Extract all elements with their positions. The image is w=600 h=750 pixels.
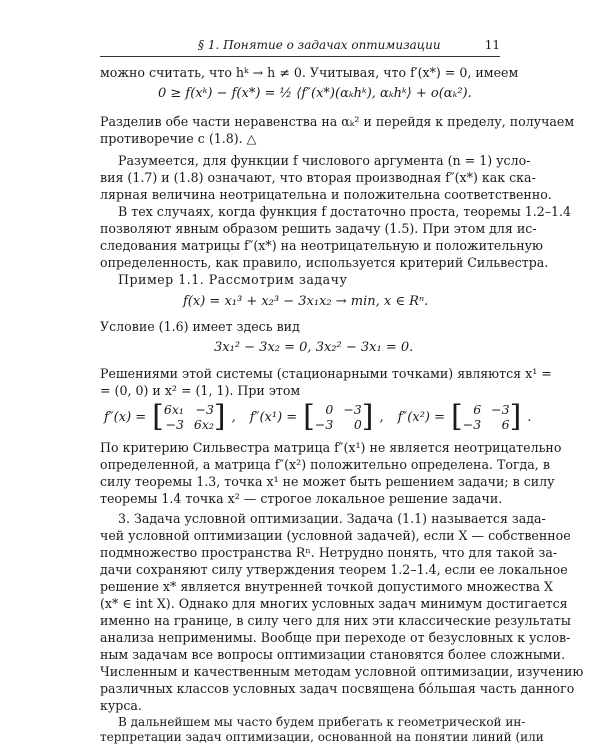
matrix-cell: −3	[462, 417, 482, 432]
text-line: силу теоремы 1.3, точка x¹ не может быть решением задачи; в силу	[100, 474, 555, 489]
matrix-cell: 0	[325, 402, 334, 417]
text-line: Решениями этой системы (стационарными точками) являются x¹ =	[100, 366, 552, 381]
matrix-cell: −3	[343, 402, 362, 417]
text-line: следования матрицы f″(x*) на неотрицательную и положительную	[100, 238, 544, 253]
matrix-cell: −3	[314, 417, 334, 432]
matrix-label: f″(x) =	[104, 409, 147, 425]
matrix: [ 6x₁ −3 −3 6x₂ ]	[152, 399, 226, 434]
text-line: позволяют явным образом решить задачу (1.5). При этом для ис-	[100, 221, 537, 236]
equation: f(x) = x₁³ + x₂³ − 3x₁x₂ → min, x ∈ Rⁿ.	[183, 294, 429, 309]
text-line: именно на границе, в силу чего для них эти классические результаты	[100, 613, 571, 628]
text-line: теоремы 1.4 точка x² — строгое локальное решение задачи.	[100, 491, 503, 506]
text-line: Разделив обе части неравенства на αₖ² и перейдя к пределу, получаем	[100, 114, 575, 129]
hessian-matrices: f″(x) = [ 6x₁ −3 −3 6x₂ ] , f″(x¹) = [ 0 −3 −3 0 ] , f″(x²) = [ 6 −3 −3 6 ] .	[104, 399, 532, 434]
text-line: (x* ∈ int X). Однако для многих условных задач минимум достигается	[100, 596, 568, 611]
header-rule	[100, 56, 500, 57]
text-line: подмножество пространства Rⁿ. Нетрудно понять, что для такой за-	[100, 545, 558, 560]
equation: 3x₁² − 3x₂ = 0, 3x₂² − 3x₁ = 0.	[214, 340, 414, 355]
matrix-label: f″(x¹) =	[249, 409, 298, 425]
text-line: ным задачам все вопросы оптимизации становятся более сложными.	[100, 647, 566, 662]
section-heading: 3. Задача условной оптимизации. Задача (1.1) называется зада-	[118, 511, 546, 526]
text-line: противоречие с (1.8). △	[100, 131, 257, 146]
text-line: лярная величина неотрицательна и положительна соответственно.	[100, 187, 552, 202]
matrix-cell: −3	[491, 402, 510, 417]
text-line: терпретации задач оптимизации, основанной на понятии линий (или	[100, 730, 544, 744]
text-line: анализа неприменимы. Вообще при переходе от безусловных к услов-	[100, 630, 571, 645]
matrix-cell: 6	[473, 402, 482, 417]
text-line: определенность, как правило, используется критерий Сильвестра.	[100, 255, 549, 270]
text-line: По критерию Сильвестра матрица f″(x¹) не является неотрицательно	[100, 440, 562, 455]
text-line: Условие (1.6) имеет здесь вид	[100, 319, 300, 334]
matrix-cell: 6x₁	[163, 402, 184, 417]
page-number: 11	[484, 38, 500, 52]
header-title: § 1. Понятие о задачах оптимизации	[198, 38, 441, 52]
text-line: решение x* является внутренней точкой допустимого множества X	[100, 579, 553, 594]
text-line: дачи сохраняют силу утверждения теорем 1.2–1.4, если ее локальное	[100, 562, 568, 577]
text-line: В тех случаях, когда функция f достаточно проста, теоремы 1.2–1.4	[118, 204, 572, 219]
text-line: В дальнейшем мы часто будем прибегать к геометрической ин-	[118, 715, 526, 729]
matrix: [ 6 −3 −3 6 ]	[451, 399, 522, 434]
text-line: вия (1.7) и (1.8) означают, что вторая производная f″(x*) как ска-	[100, 170, 536, 185]
matrix: [ 0 −3 −3 0 ]	[303, 399, 374, 434]
text-line: = (0, 0) и x² = (1, 1). При этом	[100, 383, 301, 398]
text-line: Разумеется, для функции f числового аргумента (n = 1) усло-	[118, 153, 531, 168]
matrix-cell: 6x₂	[193, 417, 214, 432]
text-line: курса.	[100, 698, 142, 713]
text-line: Численным и качественным методам условной оптимизации, изучению	[100, 664, 584, 679]
matrix-cell: −3	[165, 417, 184, 432]
equation: 0 ≥ f(xᵏ) − f(x*) = ½ ⟨f″(x*)(αₖhᵏ), αₖhᵏ⟩ + o(αₖ²).	[158, 86, 472, 101]
text-line: чей условной оптимизации (условной задачей), если X — собственное	[100, 528, 571, 543]
text-line: можно считать, что hᵏ → h ≠ 0. Учитывая, что f′(x*) = 0, имеем	[100, 65, 519, 80]
separator: ,	[231, 409, 236, 425]
matrix-cell: −3	[195, 402, 214, 417]
example-heading: Пример 1.1. Рассмотрим задачу	[118, 272, 348, 287]
matrix-label: f″(x²) =	[397, 409, 446, 425]
matrix-cell: 0	[353, 417, 362, 432]
text-line: различных классов условных задач посвящена бо́льшая часть данного	[100, 681, 575, 696]
separator: ,	[379, 409, 384, 425]
matrix-cell: 6	[501, 417, 510, 432]
text-line: определенной, а матрица f″(x²) положительно определена. Тогда, в	[100, 457, 550, 472]
